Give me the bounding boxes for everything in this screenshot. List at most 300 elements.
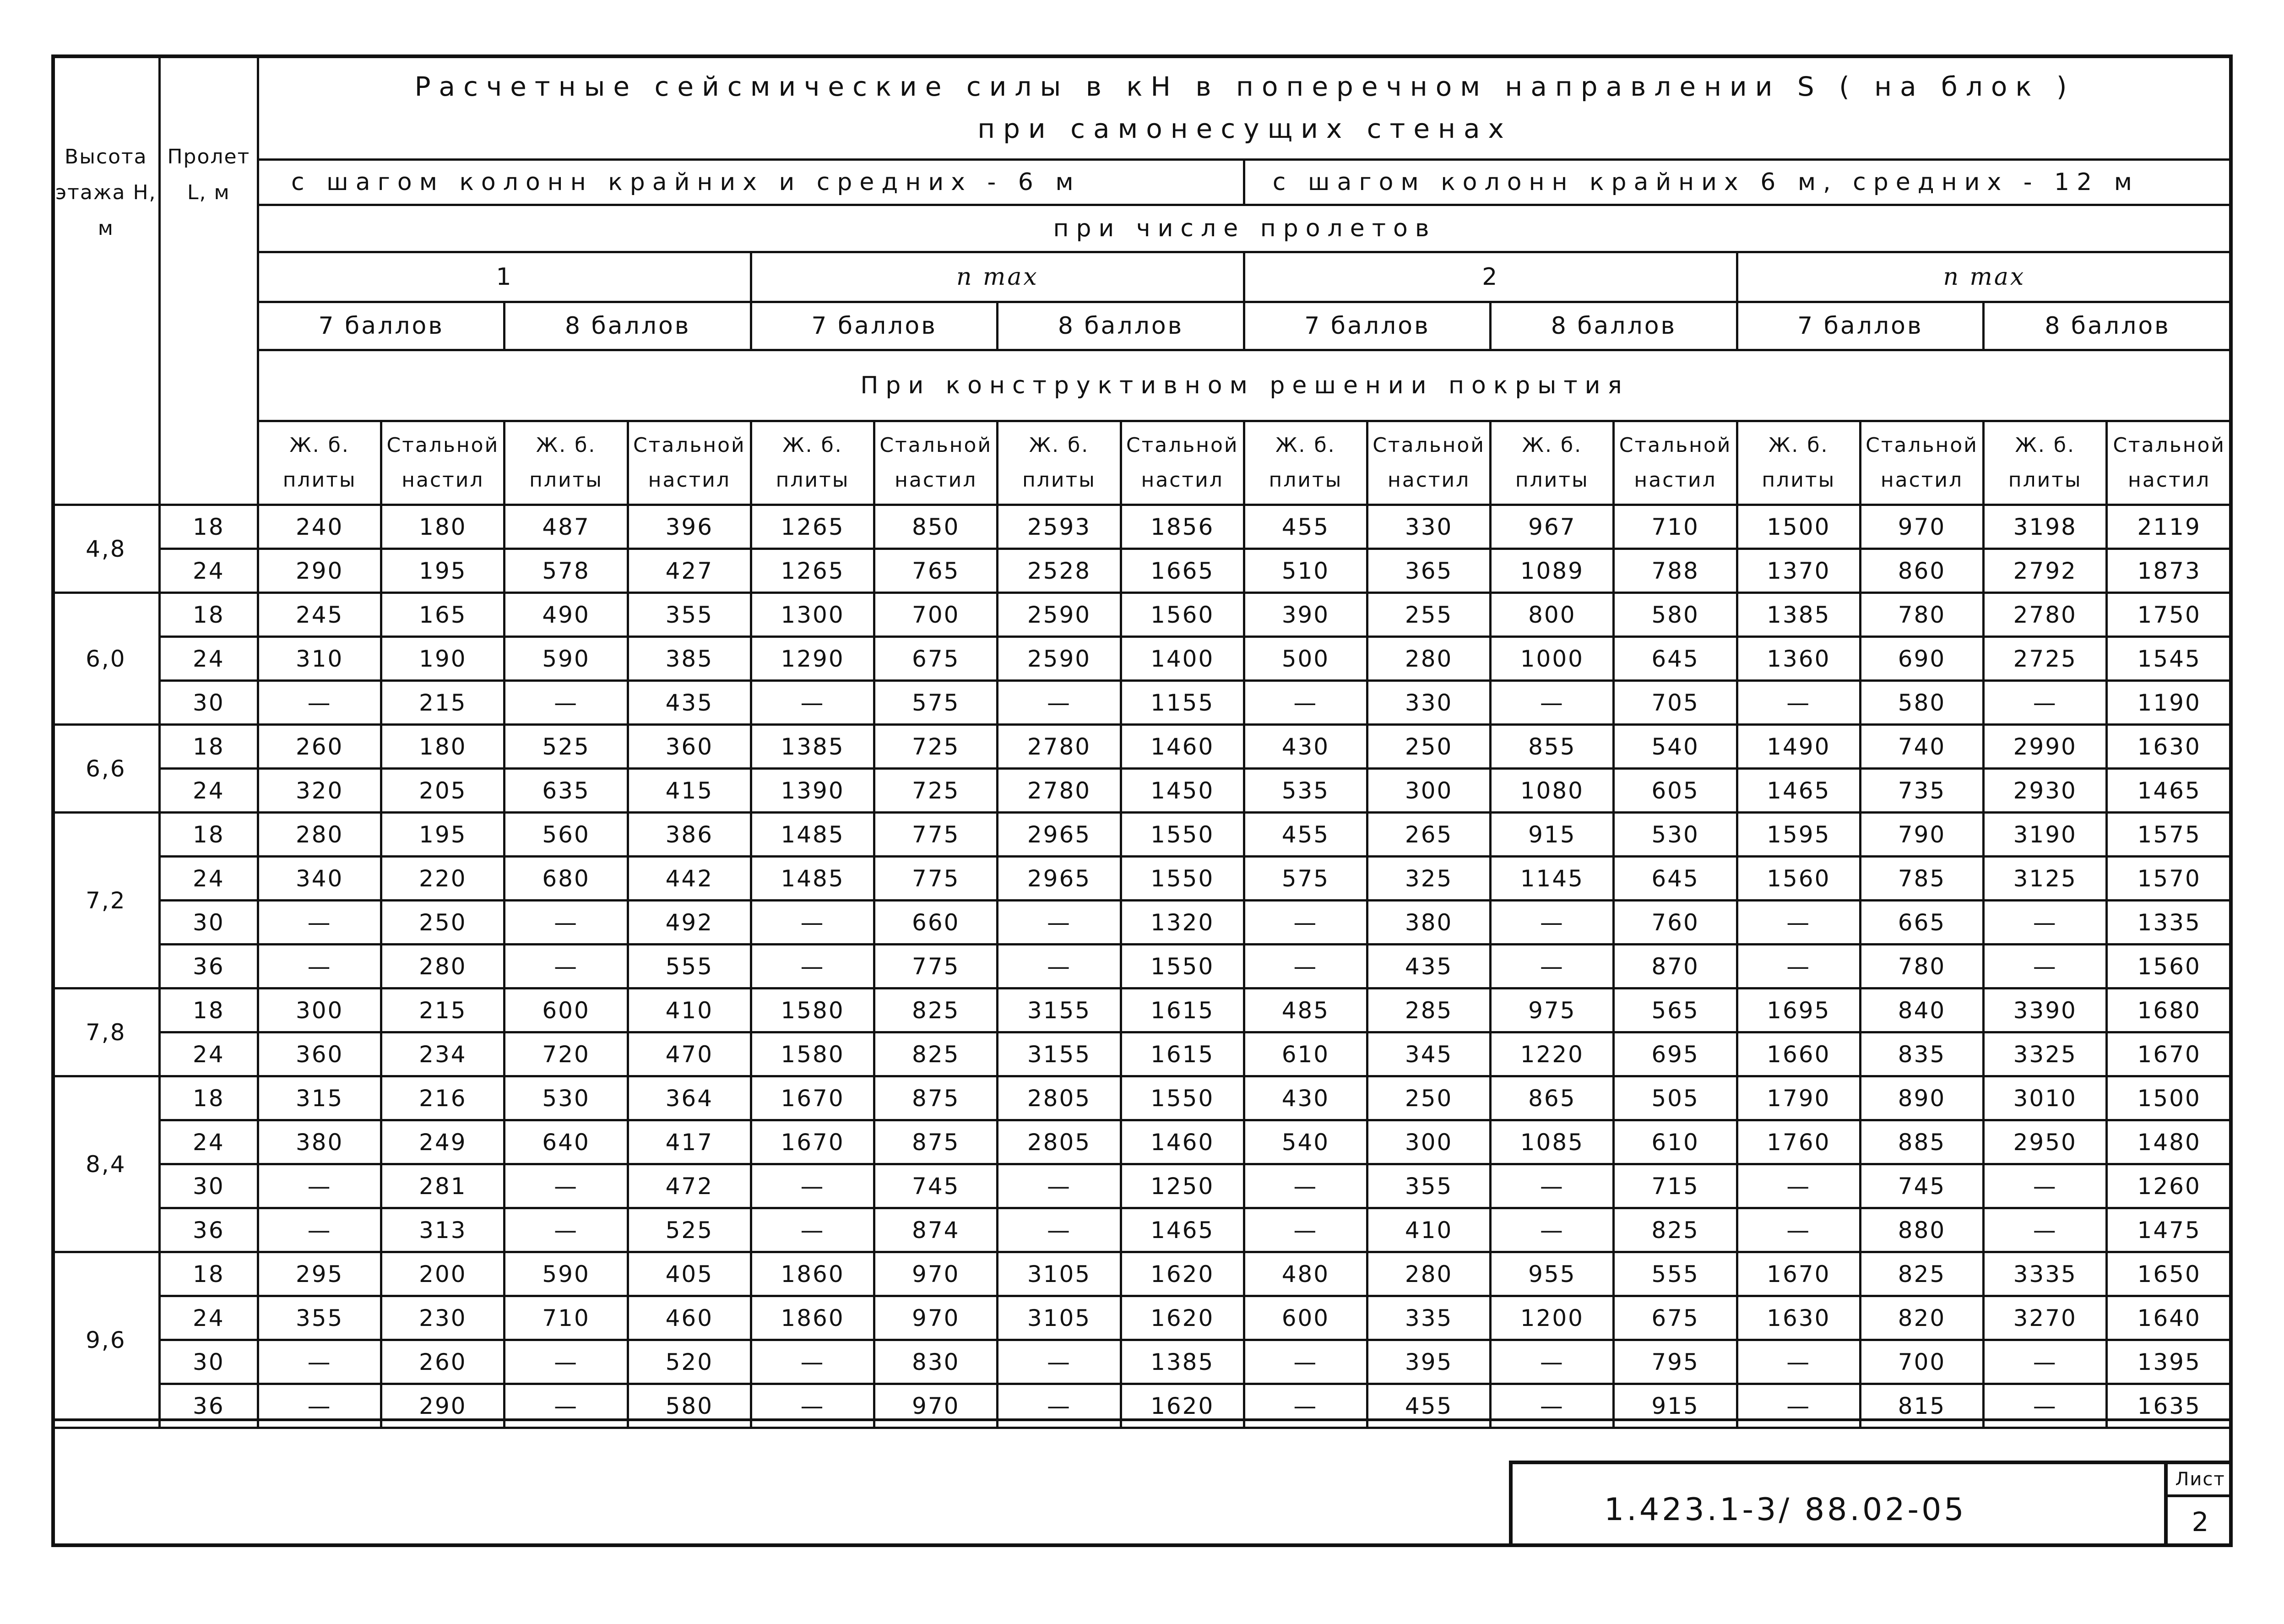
floor-height-cell: 4,8 xyxy=(53,505,160,593)
force-value-cell: 1265 xyxy=(751,505,874,549)
force-value-cell: 875 xyxy=(874,1076,998,1120)
force-value-cell: 281 xyxy=(381,1164,505,1208)
force-value-cell: 1550 xyxy=(1121,857,1244,901)
force-value-cell: 455 xyxy=(1367,1384,1491,1428)
force-value-cell: 540 xyxy=(1244,1120,1367,1164)
force-value-cell: 360 xyxy=(258,1032,381,1076)
force-value-cell: 2792 xyxy=(1984,549,2107,593)
force-value-cell: 825 xyxy=(874,1032,998,1076)
force-value-cell: 435 xyxy=(628,681,751,725)
intensity-header: 8 баллов xyxy=(998,302,1244,350)
force-value-cell: — xyxy=(1491,1340,1614,1384)
force-value-cell: 880 xyxy=(1860,1208,1983,1252)
force-value-cell: 340 xyxy=(258,857,381,901)
span-group-1: 1 xyxy=(258,252,751,302)
force-value-cell: 1490 xyxy=(1737,725,1860,769)
force-value-cell: 874 xyxy=(874,1208,998,1252)
force-value-cell: 1580 xyxy=(751,1032,874,1076)
force-value-cell: 245 xyxy=(258,593,381,637)
force-value-cell: 705 xyxy=(1614,681,1737,725)
force-value-cell: 580 xyxy=(628,1384,751,1428)
force-value-cell: 1475 xyxy=(2107,1208,2232,1252)
span-cell: 18 xyxy=(159,1076,258,1120)
span-cell: 24 xyxy=(159,549,258,593)
force-value-cell: 1630 xyxy=(1737,1296,1860,1340)
force-value-cell: — xyxy=(1244,1340,1367,1384)
force-value-cell: 500 xyxy=(1244,637,1367,681)
force-value-cell: 386 xyxy=(628,813,751,857)
force-value-cell: 300 xyxy=(1367,769,1491,813)
force-value-cell: 1395 xyxy=(2107,1340,2232,1384)
force-value-cell: — xyxy=(1984,1340,2107,1384)
force-value-cell: 2990 xyxy=(1984,725,2107,769)
force-value-cell: 249 xyxy=(381,1120,505,1164)
force-value-cell: 1480 xyxy=(2107,1120,2232,1164)
force-value-cell: 330 xyxy=(1367,505,1491,549)
force-value-cell: — xyxy=(751,1340,874,1384)
force-value-cell: 415 xyxy=(628,769,751,813)
force-value-cell: 2780 xyxy=(1984,593,2107,637)
force-value-cell: 385 xyxy=(628,637,751,681)
force-value-cell: 967 xyxy=(1491,505,1614,549)
force-value-cell: 215 xyxy=(381,681,505,725)
table-row xyxy=(53,1296,2232,1340)
force-value-cell: 395 xyxy=(1367,1340,1491,1384)
table-row xyxy=(53,945,2232,989)
floor-height-cell: 9,6 xyxy=(53,1252,160,1428)
force-value-cell: 1460 xyxy=(1121,725,1244,769)
table-row xyxy=(53,1340,2232,1384)
force-value-cell: 580 xyxy=(1614,593,1737,637)
span-group-nmax-right: n max xyxy=(1737,252,2231,302)
floor-height-cell: 7,8 xyxy=(53,989,160,1076)
span-column-header: Пролет L, м xyxy=(159,56,258,505)
floor-height-cell: 8,4 xyxy=(53,1076,160,1252)
table-row xyxy=(53,1076,2232,1120)
force-value-cell: — xyxy=(751,1384,874,1428)
force-value-cell: 1680 xyxy=(2107,989,2232,1032)
force-value-cell: 1560 xyxy=(1121,593,1244,637)
force-value-cell: — xyxy=(1244,1384,1367,1428)
force-value-cell: 300 xyxy=(1367,1120,1491,1164)
force-value-cell: 600 xyxy=(1244,1296,1367,1340)
force-value-cell: 380 xyxy=(258,1120,381,1164)
force-value-cell: 3325 xyxy=(1984,1032,2107,1076)
force-value-cell: 280 xyxy=(381,945,505,989)
table-row xyxy=(53,857,2232,901)
force-value-cell: 1580 xyxy=(751,989,874,1032)
force-value-cell: 2950 xyxy=(1984,1120,2107,1164)
force-value-cell: 3190 xyxy=(1984,813,2107,857)
force-value-cell: 590 xyxy=(505,637,628,681)
force-value-cell: 1670 xyxy=(751,1120,874,1164)
force-value-cell: 1620 xyxy=(1121,1252,1244,1296)
force-value-cell: 2930 xyxy=(1984,769,2107,813)
force-value-cell: 825 xyxy=(874,989,998,1032)
force-value-cell: 320 xyxy=(258,769,381,813)
force-value-cell: 492 xyxy=(628,901,751,945)
force-value-cell: 860 xyxy=(1860,549,1983,593)
table-row xyxy=(53,681,2232,725)
force-value-cell: 610 xyxy=(1244,1032,1367,1076)
force-value-cell: 605 xyxy=(1614,769,1737,813)
force-value-cell: 355 xyxy=(628,593,751,637)
struct-steel-deck-header: Стальной настил xyxy=(1614,421,1737,505)
force-value-cell: 1695 xyxy=(1737,989,1860,1032)
force-value-cell: 1080 xyxy=(1491,769,1614,813)
intensity-header: 7 баллов xyxy=(751,302,997,350)
table-row xyxy=(53,1164,2232,1208)
force-value-cell: 3155 xyxy=(998,989,1121,1032)
force-value-cell: — xyxy=(1737,901,1860,945)
force-value-cell: 745 xyxy=(1860,1164,1983,1208)
force-value-cell: 700 xyxy=(874,593,998,637)
force-value-cell: 885 xyxy=(1860,1120,1983,1164)
struct-steel-deck-header: Стальной настил xyxy=(1367,421,1491,505)
force-value-cell: 555 xyxy=(628,945,751,989)
force-value-cell: — xyxy=(505,681,628,725)
force-value-cell: 825 xyxy=(1614,1208,1737,1252)
force-value-cell: 195 xyxy=(381,813,505,857)
force-value-cell: — xyxy=(1244,681,1367,725)
force-value-cell: 875 xyxy=(874,1120,998,1164)
force-value-cell: 2593 xyxy=(998,505,1121,549)
span-cell: 30 xyxy=(159,901,258,945)
force-value-cell: 1560 xyxy=(2107,945,2232,989)
table-row xyxy=(53,1032,2232,1076)
force-value-cell: 1155 xyxy=(1121,681,1244,725)
force-value-cell: 2805 xyxy=(998,1076,1121,1120)
force-value-cell: 970 xyxy=(874,1384,998,1428)
force-value-cell: 1860 xyxy=(751,1252,874,1296)
force-value-cell: 1250 xyxy=(1121,1164,1244,1208)
force-value-cell: 815 xyxy=(1860,1384,1983,1428)
title-line-2: при самонесущих стенах xyxy=(977,113,1512,144)
force-value-cell: 200 xyxy=(381,1252,505,1296)
force-value-cell: 3270 xyxy=(1984,1296,2107,1340)
force-value-cell: 1400 xyxy=(1121,637,1244,681)
force-value-cell: 1385 xyxy=(1737,593,1860,637)
force-value-cell: 665 xyxy=(1860,901,1983,945)
force-value-cell: 1615 xyxy=(1121,1032,1244,1076)
force-value-cell: 505 xyxy=(1614,1076,1737,1120)
force-value-cell: 540 xyxy=(1614,725,1737,769)
force-value-cell: 870 xyxy=(1614,945,1737,989)
force-value-cell: 790 xyxy=(1860,813,1983,857)
force-value-cell: 2590 xyxy=(998,593,1121,637)
force-value-cell: 3010 xyxy=(1984,1076,2107,1120)
force-value-cell: 760 xyxy=(1614,901,1737,945)
struct-rc-slabs-header: Ж. б. плиты xyxy=(258,421,381,505)
table-row xyxy=(53,637,2232,681)
force-value-cell: 1595 xyxy=(1737,813,1860,857)
struct-steel-deck-header: Стальной настил xyxy=(628,421,751,505)
force-value-cell: 460 xyxy=(628,1296,751,1340)
force-value-cell: 430 xyxy=(1244,1076,1367,1120)
force-value-cell: — xyxy=(1984,1164,2107,1208)
force-value-cell: — xyxy=(998,1208,1121,1252)
force-value-cell: 1290 xyxy=(751,637,874,681)
force-value-cell: — xyxy=(1984,681,2107,725)
force-value-cell: 2119 xyxy=(2107,505,2232,549)
intensity-header: 7 баллов xyxy=(1737,302,1983,350)
force-value-cell: — xyxy=(1737,1384,1860,1428)
force-value-cell: 780 xyxy=(1860,945,1983,989)
force-value-cell: — xyxy=(258,1208,381,1252)
force-value-cell: 2528 xyxy=(998,549,1121,593)
force-value-cell: 3105 xyxy=(998,1296,1121,1340)
force-value-cell: 1465 xyxy=(1737,769,1860,813)
force-value-cell: 525 xyxy=(505,725,628,769)
force-value-cell: 1620 xyxy=(1121,1296,1244,1340)
force-value-cell: 855 xyxy=(1491,725,1614,769)
force-value-cell: 1465 xyxy=(1121,1208,1244,1252)
force-value-cell: 3105 xyxy=(998,1252,1121,1296)
struct-steel-deck-header: Стальной настил xyxy=(1121,421,1244,505)
force-value-cell: 405 xyxy=(628,1252,751,1296)
force-value-cell: 410 xyxy=(1367,1208,1491,1252)
force-value-cell: 280 xyxy=(258,813,381,857)
force-value-cell: 216 xyxy=(381,1076,505,1120)
force-value-cell: 260 xyxy=(258,725,381,769)
force-value-cell: 220 xyxy=(381,857,505,901)
force-value-cell: 3390 xyxy=(1984,989,2107,1032)
force-value-cell: 365 xyxy=(1367,549,1491,593)
force-value-cell: 785 xyxy=(1860,857,1983,901)
force-value-cell: 1615 xyxy=(1121,989,1244,1032)
force-value-cell: 840 xyxy=(1860,989,1983,1032)
struct-steel-deck-header: Стальной настил xyxy=(2107,421,2232,505)
force-value-cell: 675 xyxy=(874,637,998,681)
force-value-cell: 1265 xyxy=(751,549,874,593)
force-value-cell: — xyxy=(1244,1164,1367,1208)
force-value-cell: — xyxy=(751,901,874,945)
spans-count-header: при числе пролетов xyxy=(258,205,2232,252)
force-value-cell: 600 xyxy=(505,989,628,1032)
force-value-cell: 530 xyxy=(1614,813,1737,857)
force-value-cell: — xyxy=(505,1164,628,1208)
force-value-cell: — xyxy=(1984,1208,2107,1252)
force-value-cell: — xyxy=(505,1340,628,1384)
force-value-cell: 480 xyxy=(1244,1252,1367,1296)
span-cell: 30 xyxy=(159,1340,258,1384)
force-value-cell: 1485 xyxy=(751,857,874,901)
force-value-cell: 560 xyxy=(505,813,628,857)
span-cell: 36 xyxy=(159,1208,258,1252)
force-value-cell: 970 xyxy=(874,1296,998,1340)
sheet-label: Лист xyxy=(2168,1464,2233,1497)
force-value-cell: — xyxy=(1737,945,1860,989)
force-value-cell: 1335 xyxy=(2107,901,2232,945)
force-value-cell: 3198 xyxy=(1984,505,2107,549)
force-value-cell: — xyxy=(258,1384,381,1428)
force-value-cell: 640 xyxy=(505,1120,628,1164)
force-value-cell: 740 xyxy=(1860,725,1983,769)
struct-steel-deck-header: Стальной настил xyxy=(874,421,998,505)
force-value-cell: — xyxy=(1737,1208,1860,1252)
span-cell: 18 xyxy=(159,505,258,549)
force-value-cell: 555 xyxy=(1614,1252,1737,1296)
force-value-cell: 775 xyxy=(874,813,998,857)
force-value-cell: 345 xyxy=(1367,1032,1491,1076)
force-value-cell: 850 xyxy=(874,505,998,549)
force-value-cell: 1360 xyxy=(1737,637,1860,681)
force-value-cell: 180 xyxy=(381,725,505,769)
table-row xyxy=(53,769,2232,813)
force-value-cell: 470 xyxy=(628,1032,751,1076)
force-value-cell: 2805 xyxy=(998,1120,1121,1164)
force-value-cell: — xyxy=(1244,945,1367,989)
force-value-cell: 1550 xyxy=(1121,945,1244,989)
force-value-cell: 313 xyxy=(381,1208,505,1252)
height-column-header: Высота этажа Н, м xyxy=(53,56,160,505)
sheet-box xyxy=(2164,1464,2233,1547)
force-value-cell: — xyxy=(258,945,381,989)
force-value-cell: 1145 xyxy=(1491,857,1614,901)
force-value-cell: 575 xyxy=(874,681,998,725)
force-value-cell: 2780 xyxy=(998,769,1121,813)
span-cell: 30 xyxy=(159,681,258,725)
span-cell: 18 xyxy=(159,725,258,769)
force-value-cell: 2965 xyxy=(998,857,1121,901)
force-value-cell: — xyxy=(505,1384,628,1428)
force-value-cell: 1385 xyxy=(1121,1340,1244,1384)
intensity-header: 7 баллов xyxy=(258,302,505,350)
force-value-cell: 390 xyxy=(1244,593,1367,637)
force-value-cell: — xyxy=(505,945,628,989)
spacing-right-header: с шагом колонн крайних 6 м, средних - 12 м xyxy=(1244,160,2231,205)
force-value-cell: 310 xyxy=(258,637,381,681)
force-value-cell: 1860 xyxy=(751,1296,874,1340)
table-row xyxy=(53,1120,2232,1164)
force-value-cell: 525 xyxy=(628,1208,751,1252)
force-value-cell: 715 xyxy=(1614,1164,1737,1208)
table-row xyxy=(53,505,2232,549)
floor-height-cell: 6,6 xyxy=(53,725,160,813)
force-value-cell: 610 xyxy=(1614,1120,1737,1164)
force-value-cell: 1873 xyxy=(2107,549,2232,593)
force-value-cell: 485 xyxy=(1244,989,1367,1032)
table-bottom-line xyxy=(51,1418,2233,1421)
force-value-cell: — xyxy=(751,945,874,989)
table-row xyxy=(53,725,2232,769)
intensity-header: 7 баллов xyxy=(1244,302,1490,350)
force-value-cell: 1630 xyxy=(2107,725,2232,769)
force-value-cell: 215 xyxy=(381,989,505,1032)
force-value-cell: 1220 xyxy=(1491,1032,1614,1076)
force-value-cell: 280 xyxy=(1367,637,1491,681)
force-value-cell: 335 xyxy=(1367,1296,1491,1340)
force-value-cell: 2590 xyxy=(998,637,1121,681)
span-cell: 24 xyxy=(159,1296,258,1340)
force-value-cell: 970 xyxy=(874,1252,998,1296)
force-value-cell: — xyxy=(998,681,1121,725)
force-value-cell: — xyxy=(258,681,381,725)
force-value-cell: 355 xyxy=(1367,1164,1491,1208)
intensity-header: 8 баллов xyxy=(1984,302,2232,350)
force-value-cell: 1670 xyxy=(751,1076,874,1120)
force-value-cell: 1670 xyxy=(1737,1252,1860,1296)
force-value-cell: — xyxy=(258,1164,381,1208)
seismic-forces-table xyxy=(51,54,2233,1429)
force-value-cell: 364 xyxy=(628,1076,751,1120)
force-value-cell: 487 xyxy=(505,505,628,549)
force-value-cell: 1320 xyxy=(1121,901,1244,945)
force-value-cell: 1545 xyxy=(2107,637,2232,681)
span-group-2: 2 xyxy=(1244,252,1737,302)
force-value-cell: 1460 xyxy=(1121,1120,1244,1164)
force-value-cell: — xyxy=(1491,945,1614,989)
force-value-cell: 240 xyxy=(258,505,381,549)
force-value-cell: — xyxy=(505,1208,628,1252)
struct-steel-deck-header: Стальной настил xyxy=(1860,421,1983,505)
force-value-cell: 1650 xyxy=(2107,1252,2232,1296)
force-value-cell: 2725 xyxy=(1984,637,2107,681)
force-value-cell: 180 xyxy=(381,505,505,549)
force-value-cell: — xyxy=(1244,1208,1367,1252)
force-value-cell: 1660 xyxy=(1737,1032,1860,1076)
force-value-cell: 1560 xyxy=(1737,857,1860,901)
span-cell: 24 xyxy=(159,1032,258,1076)
spacing-left-header: с шагом колонн крайних и средних - 6 м xyxy=(258,160,1244,205)
force-value-cell: 1635 xyxy=(2107,1384,2232,1428)
force-value-cell: 1200 xyxy=(1491,1296,1614,1340)
force-value-cell: — xyxy=(998,901,1121,945)
sheet-number: 2 xyxy=(2192,1506,2209,1537)
force-value-cell: — xyxy=(1491,1164,1614,1208)
force-value-cell: 1000 xyxy=(1491,637,1614,681)
force-value-cell: 1500 xyxy=(1737,505,1860,549)
force-value-cell: 1300 xyxy=(751,593,874,637)
force-value-cell: 915 xyxy=(1491,813,1614,857)
force-value-cell: 1500 xyxy=(2107,1076,2232,1120)
force-value-cell: 765 xyxy=(874,549,998,593)
force-value-cell: 1465 xyxy=(2107,769,2232,813)
force-value-cell: 2965 xyxy=(998,813,1121,857)
force-value-cell: — xyxy=(998,1340,1121,1384)
force-value-cell: — xyxy=(1491,901,1614,945)
struct-rc-slabs-header: Ж. б. плиты xyxy=(1737,421,1860,505)
table-row xyxy=(53,593,2232,637)
force-value-cell: — xyxy=(998,1164,1121,1208)
force-value-cell: 472 xyxy=(628,1164,751,1208)
force-value-cell: — xyxy=(1984,1384,2107,1428)
span-cell: 18 xyxy=(159,813,258,857)
force-value-cell: 250 xyxy=(381,901,505,945)
force-value-cell: 510 xyxy=(1244,549,1367,593)
force-value-cell: 1550 xyxy=(1121,1076,1244,1120)
force-value-cell: — xyxy=(998,945,1121,989)
force-value-cell: 1550 xyxy=(1121,813,1244,857)
force-value-cell: — xyxy=(1984,901,2107,945)
force-value-cell: 745 xyxy=(874,1164,998,1208)
intensity-header: 8 баллов xyxy=(505,302,751,350)
force-value-cell: — xyxy=(258,1340,381,1384)
span-cell: 36 xyxy=(159,945,258,989)
force-value-cell: 1385 xyxy=(751,725,874,769)
force-value-cell: 260 xyxy=(381,1340,505,1384)
force-value-cell: 590 xyxy=(505,1252,628,1296)
force-value-cell: 635 xyxy=(505,769,628,813)
force-value-cell: 455 xyxy=(1244,813,1367,857)
struct-rc-slabs-header: Ж. б. плиты xyxy=(505,421,628,505)
force-value-cell: 427 xyxy=(628,549,751,593)
span-group-nmax-left: n max xyxy=(751,252,1244,302)
force-value-cell: 290 xyxy=(258,549,381,593)
force-value-cell: 675 xyxy=(1614,1296,1737,1340)
force-value-cell: 255 xyxy=(1367,593,1491,637)
span-cell: 18 xyxy=(159,989,258,1032)
